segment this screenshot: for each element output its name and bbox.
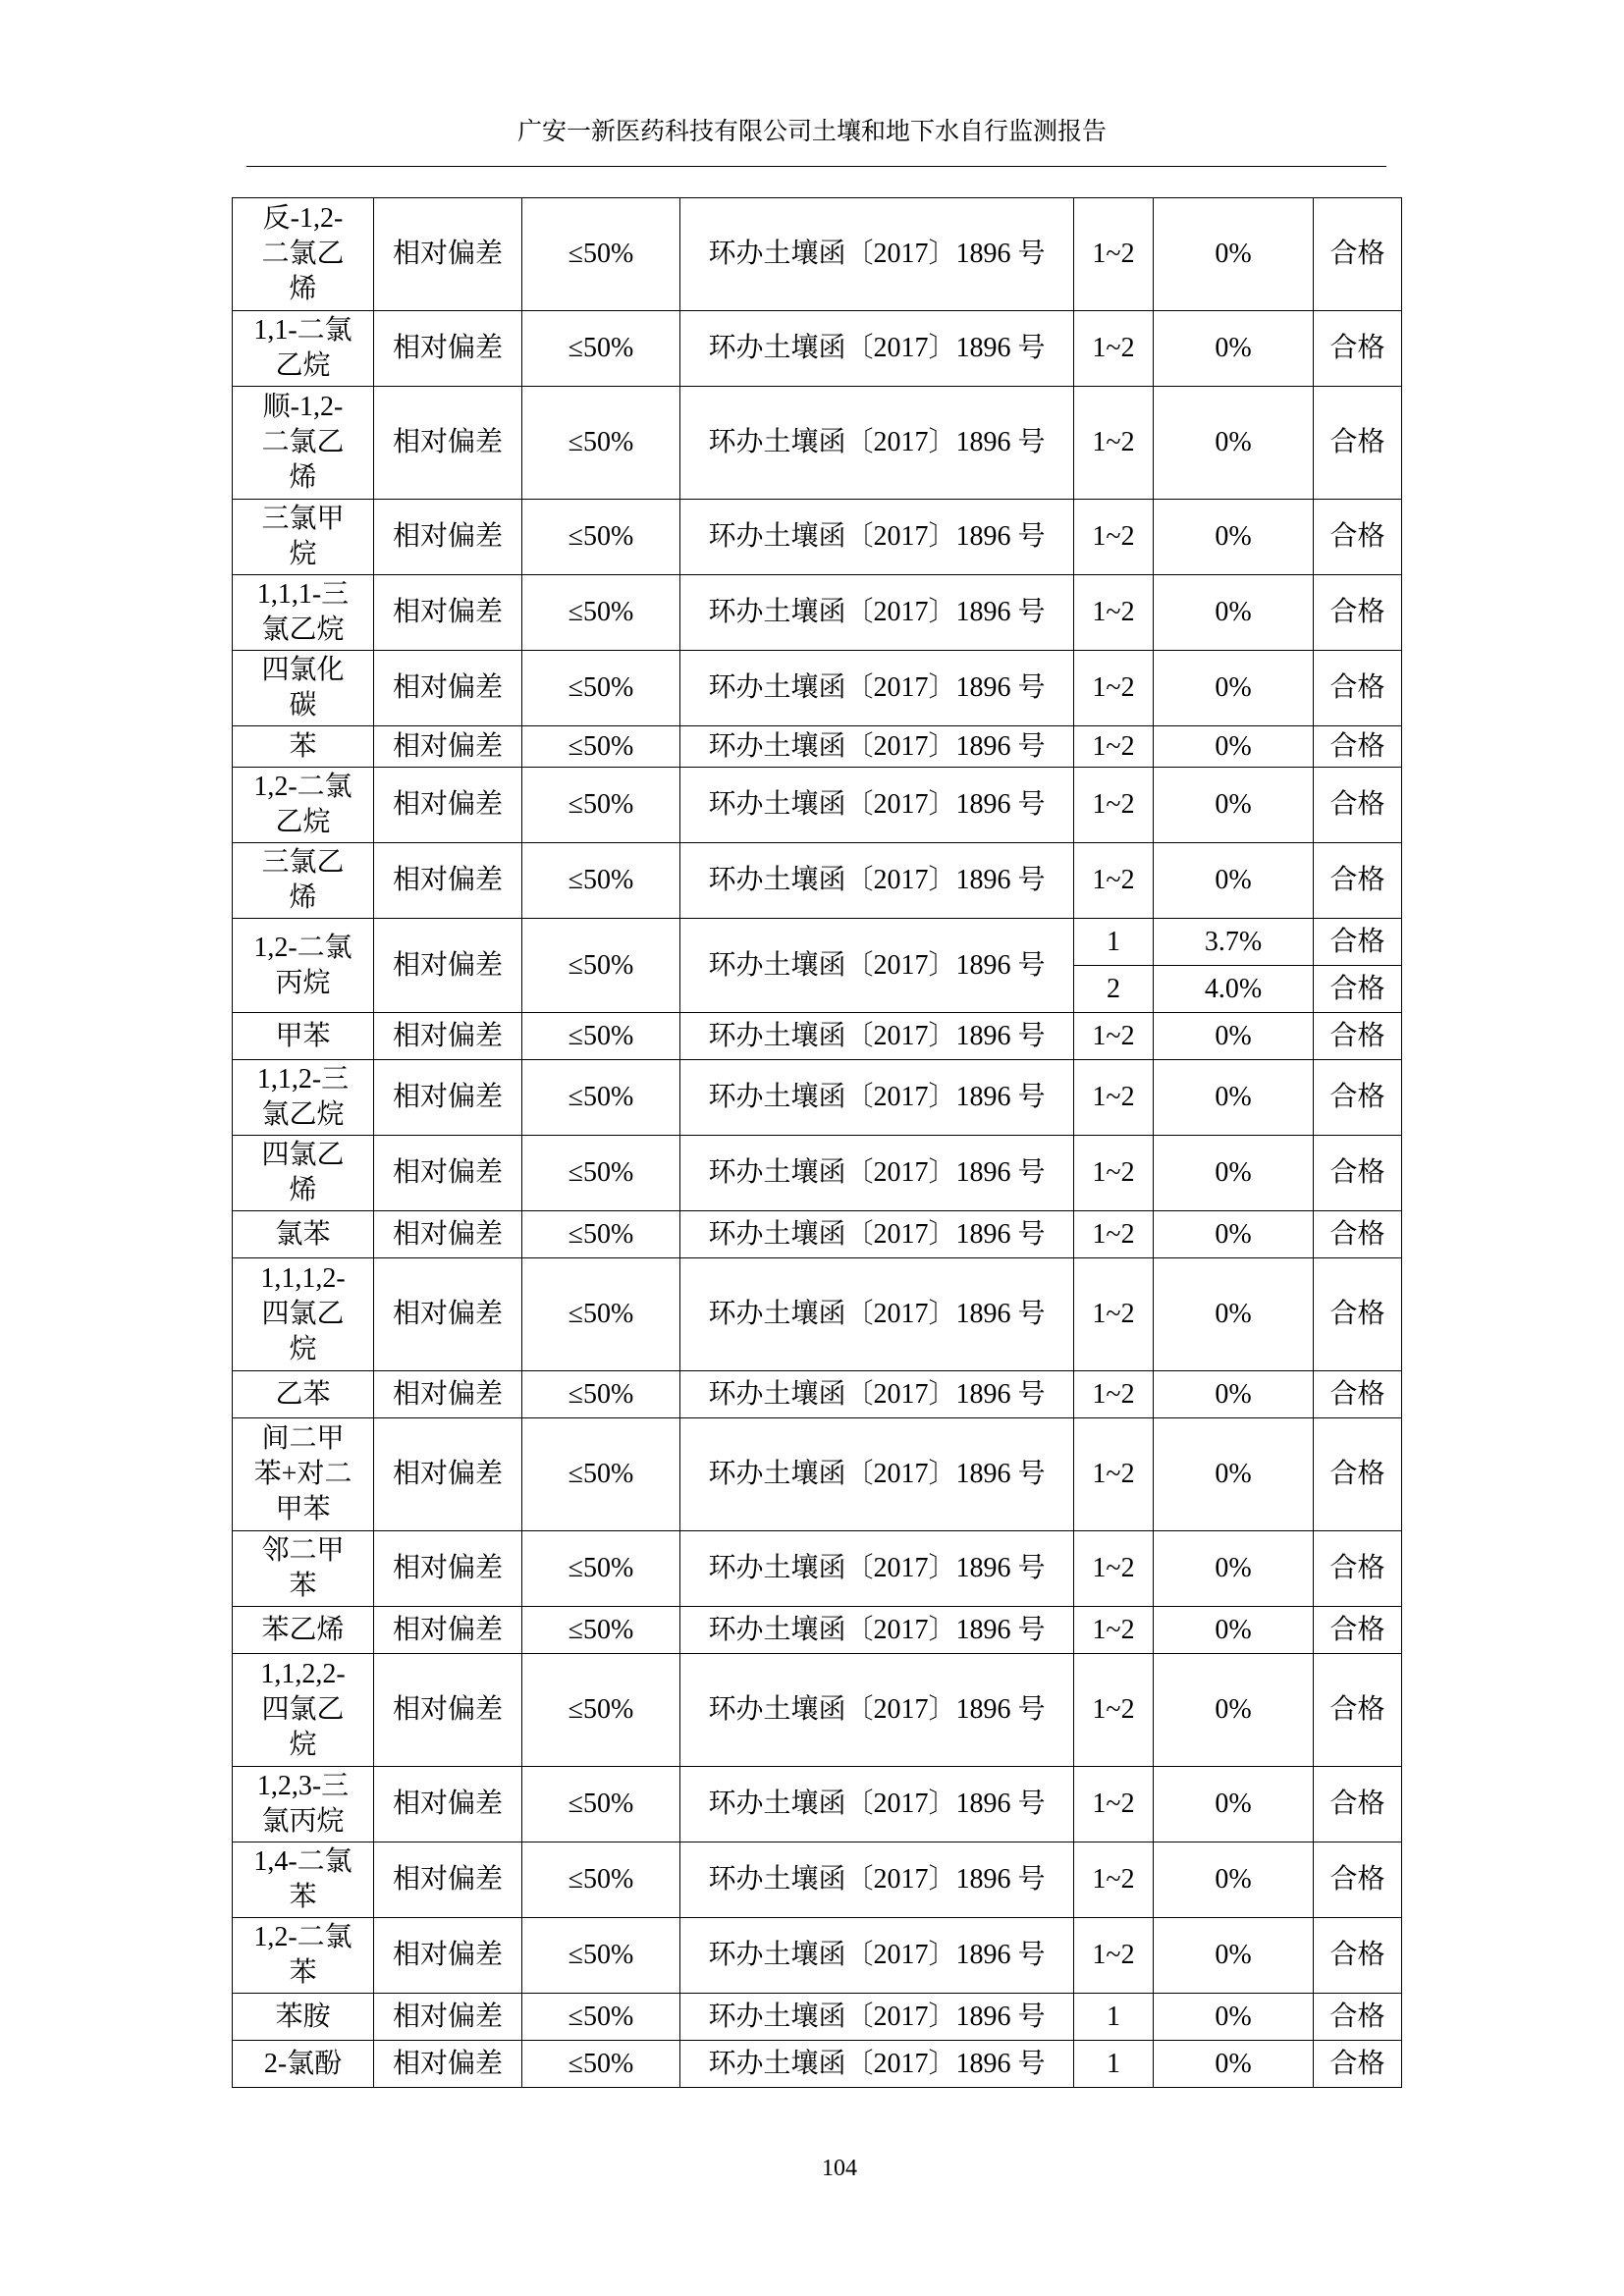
basis-document: 环办土壤函〔2017〕1896 号 (680, 1060, 1074, 1136)
sample-count: 1~2 (1074, 1136, 1154, 1211)
evaluation-result: 合格 (1314, 1994, 1402, 2041)
compound-name: 三氯乙 烯 (233, 843, 374, 919)
compound-name: 乙苯 (233, 1371, 374, 1418)
evaluation-result: 合格 (1314, 500, 1402, 575)
table-row (233, 726, 1402, 768)
control-limit: ≤50% (522, 1418, 680, 1531)
basis-document: 环办土壤函〔2017〕1896 号 (680, 1842, 1074, 1918)
control-limit: ≤50% (522, 1371, 680, 1418)
compound-name: 四氯乙 烯 (233, 1136, 374, 1211)
basis-document: 环办土壤函〔2017〕1896 号 (680, 1607, 1074, 1654)
compound-name: 间二甲 苯+对二 甲苯 (233, 1418, 374, 1531)
basis-document: 环办土壤函〔2017〕1896 号 (680, 1918, 1074, 1994)
table-row (233, 843, 1402, 919)
table-row (233, 1918, 1402, 1994)
compound-name: 1,2-二氯 乙烷 (233, 768, 374, 843)
control-limit: ≤50% (522, 311, 680, 387)
compound-name: 1,1,2,2- 四氯乙 烷 (233, 1654, 374, 1767)
evaluation-result: 合格 (1314, 575, 1402, 651)
control-limit: ≤50% (522, 198, 680, 311)
relative-deviation: 0% (1154, 1060, 1314, 1136)
control-limit: ≤50% (522, 651, 680, 726)
relative-deviation: 0% (1154, 1607, 1314, 1654)
basis-document: 环办土壤函〔2017〕1896 号 (680, 1013, 1074, 1060)
relative-deviation: 0% (1154, 1918, 1314, 1994)
sample-count: 1~2 (1074, 1918, 1154, 1994)
evaluation-result: 合格 (1314, 1060, 1402, 1136)
evaluation-result: 合格 (1314, 1258, 1402, 1371)
compound-name: 苯 (233, 726, 374, 768)
relative-deviation: 0% (1154, 198, 1314, 311)
table-row (233, 1994, 1402, 2041)
control-limit: ≤50% (522, 1842, 680, 1918)
sample-count: 1~2 (1074, 1013, 1154, 1060)
sample-count: 1 (1074, 919, 1154, 966)
evaluation-result: 合格 (1314, 919, 1402, 966)
control-limit: ≤50% (522, 726, 680, 768)
compound-name: 反-1,2- 二氯乙 烯 (233, 198, 374, 311)
relative-deviation: 0% (1154, 500, 1314, 575)
table-row (233, 1371, 1402, 1418)
indicator: 相对偏差 (374, 575, 522, 651)
relative-deviation: 0% (1154, 1842, 1314, 1918)
relative-deviation: 0% (1154, 651, 1314, 726)
compound-name: 1,1,1,2- 四氯乙 烷 (233, 1258, 374, 1371)
compound-name: 邻二甲 苯 (233, 1531, 374, 1607)
table-row (233, 1418, 1402, 1531)
control-limit: ≤50% (522, 575, 680, 651)
relative-deviation: 0% (1154, 768, 1314, 843)
evaluation-result: 合格 (1314, 843, 1402, 919)
quality-control-table (232, 197, 1402, 2088)
indicator: 相对偏差 (374, 1531, 522, 1607)
indicator: 相对偏差 (374, 768, 522, 843)
basis-document: 环办土壤函〔2017〕1896 号 (680, 1371, 1074, 1418)
sample-count: 1~2 (1074, 1654, 1154, 1767)
sample-count: 1~2 (1074, 1060, 1154, 1136)
control-limit: ≤50% (522, 387, 680, 500)
evaluation-result: 合格 (1314, 2041, 1402, 2088)
sample-count: 2 (1074, 966, 1154, 1013)
evaluation-result: 合格 (1314, 1371, 1402, 1418)
sample-count: 1~2 (1074, 1258, 1154, 1371)
table-row (233, 2041, 1402, 2088)
indicator: 相对偏差 (374, 1013, 522, 1060)
basis-document: 环办土壤函〔2017〕1896 号 (680, 1531, 1074, 1607)
compound-name: 1,1-二氯 乙烷 (233, 311, 374, 387)
evaluation-result: 合格 (1314, 1842, 1402, 1918)
sample-count: 1~2 (1074, 1767, 1154, 1842)
basis-document: 环办土壤函〔2017〕1896 号 (680, 1418, 1074, 1531)
basis-document: 环办土壤函〔2017〕1896 号 (680, 500, 1074, 575)
compound-name: 苯乙烯 (233, 1607, 374, 1654)
control-limit: ≤50% (522, 1654, 680, 1767)
indicator: 相对偏差 (374, 843, 522, 919)
indicator: 相对偏差 (374, 2041, 522, 2088)
table-row (233, 1767, 1402, 1842)
relative-deviation: 0% (1154, 1994, 1314, 2041)
basis-document: 环办土壤函〔2017〕1896 号 (680, 198, 1074, 311)
compound-name: 四氯化 碳 (233, 651, 374, 726)
relative-deviation: 0% (1154, 1654, 1314, 1767)
compound-name: 1,4-二氯 苯 (233, 1842, 374, 1918)
control-limit: ≤50% (522, 919, 680, 1013)
table-row (233, 311, 1402, 387)
sample-count: 1~2 (1074, 1531, 1154, 1607)
table-row (233, 1258, 1402, 1371)
control-limit: ≤50% (522, 1258, 680, 1371)
evaluation-result: 合格 (1314, 1767, 1402, 1842)
relative-deviation: 0% (1154, 1371, 1314, 1418)
basis-document: 环办土壤函〔2017〕1896 号 (680, 843, 1074, 919)
control-limit: ≤50% (522, 1060, 680, 1136)
compound-name: 甲苯 (233, 1013, 374, 1060)
compound-name: 2-氯酚 (233, 2041, 374, 2088)
table-row (233, 575, 1402, 651)
relative-deviation: 0% (1154, 843, 1314, 919)
sample-count: 1~2 (1074, 387, 1154, 500)
relative-deviation: 0% (1154, 1418, 1314, 1531)
table-row (233, 1531, 1402, 1607)
indicator: 相对偏差 (374, 651, 522, 726)
indicator: 相对偏差 (374, 1842, 522, 1918)
evaluation-result: 合格 (1314, 1418, 1402, 1531)
sample-count: 1~2 (1074, 500, 1154, 575)
sample-count: 1~2 (1074, 768, 1154, 843)
indicator: 相对偏差 (374, 1654, 522, 1767)
table-row (233, 1136, 1402, 1211)
table-row (233, 1654, 1402, 1767)
evaluation-result: 合格 (1314, 198, 1402, 311)
basis-document: 环办土壤函〔2017〕1896 号 (680, 651, 1074, 726)
sample-count: 1~2 (1074, 1842, 1154, 1918)
sample-count: 1~2 (1074, 726, 1154, 768)
control-limit: ≤50% (522, 1767, 680, 1842)
sample-count: 1 (1074, 1994, 1154, 2041)
basis-document: 环办土壤函〔2017〕1896 号 (680, 1136, 1074, 1211)
basis-document: 环办土壤函〔2017〕1896 号 (680, 1654, 1074, 1767)
table-row (233, 919, 1402, 966)
relative-deviation: 0% (1154, 726, 1314, 768)
table-row (233, 1060, 1402, 1136)
evaluation-result: 合格 (1314, 1136, 1402, 1211)
indicator: 相对偏差 (374, 726, 522, 768)
control-limit: ≤50% (522, 1136, 680, 1211)
evaluation-result: 合格 (1314, 1013, 1402, 1060)
evaluation-result: 合格 (1314, 768, 1402, 843)
sample-count: 1~2 (1074, 198, 1154, 311)
indicator: 相对偏差 (374, 1060, 522, 1136)
compound-name: 苯胺 (233, 1994, 374, 2041)
header-rule (246, 166, 1386, 167)
evaluation-result: 合格 (1314, 1607, 1402, 1654)
control-limit: ≤50% (522, 1531, 680, 1607)
relative-deviation: 4.0% (1154, 966, 1314, 1013)
basis-document: 环办土壤函〔2017〕1896 号 (680, 919, 1074, 1013)
control-limit: ≤50% (522, 500, 680, 575)
report-header-title: 广安一新医药科技有限公司土壤和地下水自行监测报告 (516, 119, 1107, 145)
evaluation-result: 合格 (1314, 311, 1402, 387)
indicator: 相对偏差 (374, 198, 522, 311)
sample-count: 1~2 (1074, 843, 1154, 919)
compound-name: 1,1,1-三 氯乙烷 (233, 575, 374, 651)
relative-deviation: 0% (1154, 387, 1314, 500)
control-limit: ≤50% (522, 2041, 680, 2088)
compound-name: 1,2-二氯 苯 (233, 1918, 374, 1994)
compound-name: 三氯甲 烷 (233, 500, 374, 575)
evaluation-result: 合格 (1314, 1531, 1402, 1607)
sample-count: 1~2 (1074, 1607, 1154, 1654)
evaluation-result: 合格 (1314, 1654, 1402, 1767)
basis-document: 环办土壤函〔2017〕1896 号 (680, 1994, 1074, 2041)
sample-count: 1~2 (1074, 1418, 1154, 1531)
basis-document: 环办土壤函〔2017〕1896 号 (680, 768, 1074, 843)
basis-document: 环办土壤函〔2017〕1896 号 (680, 311, 1074, 387)
compound-name: 1,1,2-三 氯乙烷 (233, 1060, 374, 1136)
compound-name: 顺-1,2- 二氯乙 烯 (233, 387, 374, 500)
relative-deviation: 0% (1154, 1136, 1314, 1211)
evaluation-result: 合格 (1314, 651, 1402, 726)
table-row (233, 1607, 1402, 1654)
table-row (233, 387, 1402, 500)
sample-count: 1 (1074, 2041, 1154, 2088)
basis-document: 环办土壤函〔2017〕1896 号 (680, 1211, 1074, 1258)
basis-document: 环办土壤函〔2017〕1896 号 (680, 726, 1074, 768)
indicator: 相对偏差 (374, 1767, 522, 1842)
table-row (233, 500, 1402, 575)
compound-name: 1,2-二氯 丙烷 (233, 919, 374, 1013)
table-row (233, 651, 1402, 726)
indicator: 相对偏差 (374, 1371, 522, 1418)
sample-count: 1~2 (1074, 1211, 1154, 1258)
relative-deviation: 0% (1154, 311, 1314, 387)
relative-deviation: 0% (1154, 2041, 1314, 2088)
relative-deviation: 0% (1154, 1258, 1314, 1371)
indicator: 相对偏差 (374, 387, 522, 500)
sample-count: 1~2 (1074, 651, 1154, 726)
indicator: 相对偏差 (374, 919, 522, 1013)
relative-deviation: 0% (1154, 1531, 1314, 1607)
basis-document: 环办土壤函〔2017〕1896 号 (680, 1258, 1074, 1371)
compound-name: 氯苯 (233, 1211, 374, 1258)
compound-name: 1,2,3-三 氯丙烷 (233, 1767, 374, 1842)
sample-count: 1~2 (1074, 311, 1154, 387)
relative-deviation: 0% (1154, 575, 1314, 651)
basis-document: 环办土壤函〔2017〕1896 号 (680, 387, 1074, 500)
table-row (233, 1013, 1402, 1060)
indicator: 相对偏差 (374, 1136, 522, 1211)
evaluation-result: 合格 (1314, 1918, 1402, 1994)
basis-document: 环办土壤函〔2017〕1896 号 (680, 2041, 1074, 2088)
relative-deviation: 0% (1154, 1767, 1314, 1842)
indicator: 相对偏差 (374, 311, 522, 387)
sample-count: 1~2 (1074, 1371, 1154, 1418)
sample-count: 1~2 (1074, 575, 1154, 651)
indicator: 相对偏差 (374, 1607, 522, 1654)
indicator: 相对偏差 (374, 1211, 522, 1258)
control-limit: ≤50% (522, 1994, 680, 2041)
evaluation-result: 合格 (1314, 1211, 1402, 1258)
control-limit: ≤50% (522, 1211, 680, 1258)
indicator: 相对偏差 (374, 500, 522, 575)
control-limit: ≤50% (522, 1918, 680, 1994)
evaluation-result: 合格 (1314, 387, 1402, 500)
indicator: 相对偏差 (374, 1258, 522, 1371)
control-limit: ≤50% (522, 1013, 680, 1060)
page-number: 104 (822, 2156, 857, 2181)
relative-deviation: 0% (1154, 1211, 1314, 1258)
basis-document: 环办土壤函〔2017〕1896 号 (680, 575, 1074, 651)
evaluation-result: 合格 (1314, 966, 1402, 1013)
table-row (233, 1842, 1402, 1918)
evaluation-result: 合格 (1314, 726, 1402, 768)
indicator: 相对偏差 (374, 1418, 522, 1531)
table-row (233, 198, 1402, 311)
control-limit: ≤50% (522, 1607, 680, 1654)
indicator: 相对偏差 (374, 1994, 522, 2041)
basis-document: 环办土壤函〔2017〕1896 号 (680, 1767, 1074, 1842)
control-limit: ≤50% (522, 843, 680, 919)
control-limit: ≤50% (522, 768, 680, 843)
indicator: 相对偏差 (374, 1918, 522, 1994)
table-row (233, 768, 1402, 843)
relative-deviation: 3.7% (1154, 919, 1314, 966)
relative-deviation: 0% (1154, 1013, 1314, 1060)
table-row (233, 1211, 1402, 1258)
